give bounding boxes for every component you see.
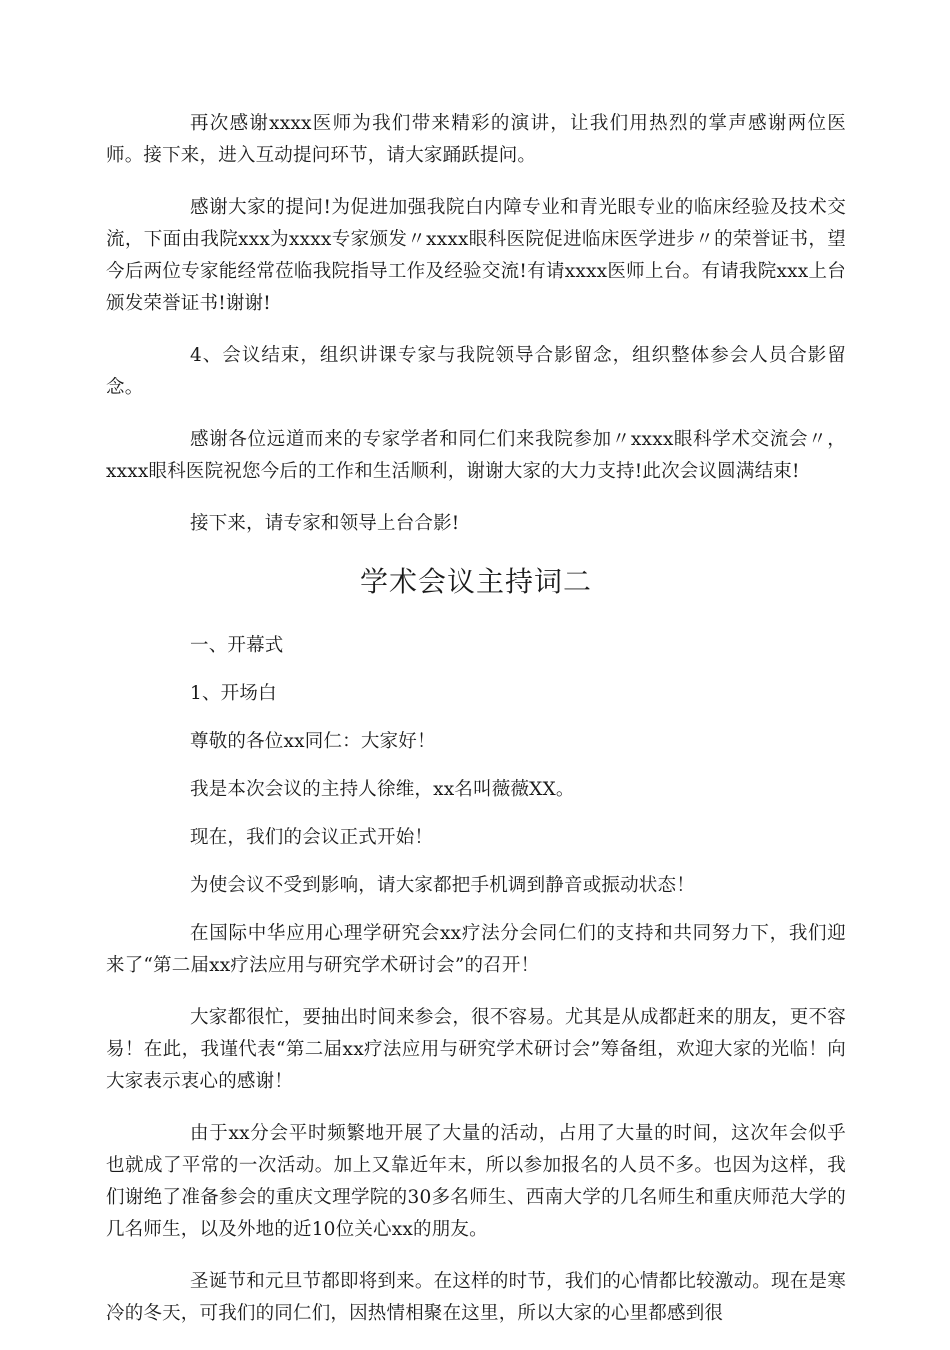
heading-opening: 一、开幕式 <box>190 635 284 656</box>
section-title: 学术会议主持词二 <box>359 565 592 598</box>
paragraph-holidays: 圣诞节和元旦节都即将到来。在这样的时节，我们的心情都比较激动。现在是寒冷的冬天，可我们的同仁们，因热情相聚在这里，所以大家的心里都感到很 <box>106 1271 846 1324</box>
document-page <box>106 108 846 1350</box>
paragraph-meeting-end: 4、会议结束，组织讲课专家与我院领导合影留念，组织整体参会人员合影留念。 <box>106 345 846 398</box>
paragraph-attendance: 由于xx分会平时频繁地开展了大量的活动，占用了大量的时间，这次年会似乎也就成了平常的一次活动。加上又靠近年末，所以参加报名的人员不多。也因为这样，我们谢绝了准备参会的重庆文理学院的30多名师生、西南大学的几名师生和重庆师范大学的几名师生，以及外地的近10位关心xx的朋友。 <box>106 1123 846 1240</box>
paragraph-certificate: 感谢大家的提问!为促进加强我院白内障专业和青光眼专业的临床经验及技术交流，下面由我院xxx为xxxx专家颁发〃xxxx眼科医院促进临床医学进步〃的荣誉证书，望今后两位专家能经常莅临我院指导工作及经验交流!有请xxxx医师上台。有请我院xxx上台颁发荣誉证书!谢谢! <box>106 197 846 314</box>
paragraph-thanks-speech: 再次感谢xxxx医师为我们带来精彩的演讲，让我们用热烈的掌声感谢两位医师。接下来，进入互动提问环节，请大家踊跃提问。 <box>106 113 846 166</box>
paragraph-conference-intro: 在国际中华应用心理学研究会xx疗法分会同仁们的支持和共同努力下，我们迎来了“第二届xx疗法应用与研究学术研讨会”的召开！ <box>106 923 846 976</box>
paragraph-group-photo: 接下来，请专家和领导上台合影! <box>190 513 460 534</box>
paragraph-phones: 为使会议不受到影响，请大家都把手机调到静音或振动状态！ <box>190 875 695 896</box>
paragraph-greeting: 尊敬的各位xx同仁：大家好！ <box>190 731 436 752</box>
paragraph-start: 现在，我们的会议正式开始！ <box>190 827 434 848</box>
paragraph-welcome: 大家都很忙，要抽出时间来参会，很不容易。尤其是从成都赶来的朋友，更不容易！在此，我谨代表“第二届xx疗法应用与研究学术研讨会”筹备组，欢迎大家的光临！向大家表示衷心的感谢！ <box>106 1007 846 1092</box>
paragraph-host-intro: 我是本次会议的主持人徐维，xx名叫薇薇XX。 <box>190 779 575 800</box>
heading-opening-remarks: 1、开场白 <box>190 683 277 704</box>
paragraph-closing-thanks: 感谢各位远道而来的专家学者和同仁们来我院参加〃xxxx眼科学术交流会〃，xxxx眼科医院祝您今后的工作和生活顺利，谢谢大家的大力支持!此次会议圆满结束! <box>106 429 846 482</box>
